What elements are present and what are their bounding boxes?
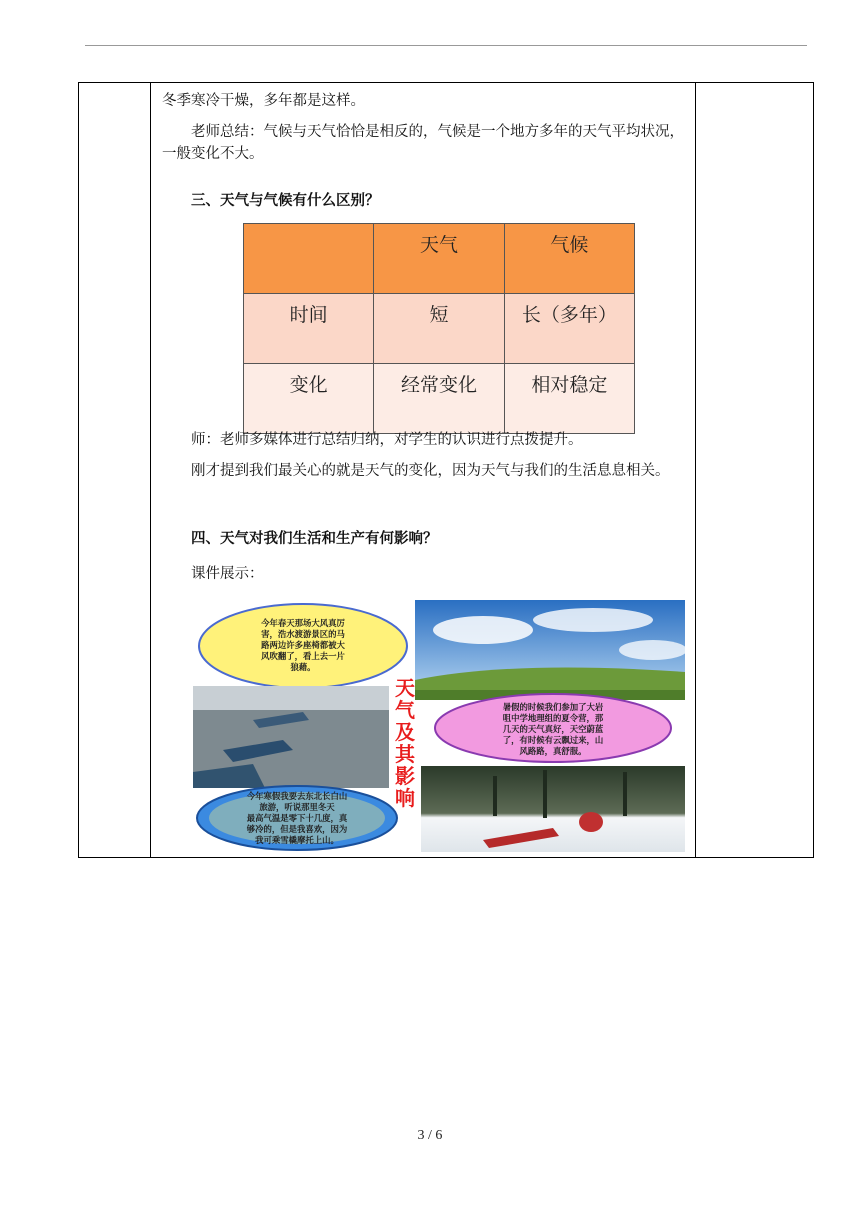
weather-impact-collage bbox=[193, 600, 685, 852]
collage-title-char: 影 bbox=[395, 764, 415, 788]
street-photo bbox=[193, 686, 389, 788]
paragraph-winter: 冬季寒冷干燥，多年都是这样。 bbox=[162, 93, 365, 109]
weather-climate-comparison-table bbox=[243, 223, 635, 434]
page-number: 3 / 6 bbox=[417, 1128, 443, 1143]
comparison-header-cell: 气候 bbox=[504, 224, 634, 294]
summer-bubble-line: 风路路，真舒服。 bbox=[519, 746, 587, 756]
comparison-cell: 经常变化 bbox=[374, 364, 504, 434]
comparison-row-change bbox=[244, 364, 635, 434]
collage-title-char: 响 bbox=[395, 786, 415, 810]
comparison-row-time bbox=[244, 294, 635, 364]
collage-title-char: 天 bbox=[395, 676, 415, 700]
table-column-divider-right bbox=[695, 83, 696, 857]
section-heading-3: 三、天气与气候有什么区别？ bbox=[191, 192, 380, 209]
comparison-cell: 短 bbox=[374, 294, 504, 364]
winter-bubble-line: 今年寒假我要去东北长白山 bbox=[246, 791, 348, 801]
wind-bubble bbox=[199, 604, 407, 688]
comparison-header-cell: 天气 bbox=[374, 224, 504, 294]
grassland-photo bbox=[415, 600, 685, 700]
collage-title-char: 气 bbox=[395, 698, 415, 722]
snow-photo bbox=[421, 766, 685, 852]
collage-title-char: 其 bbox=[395, 742, 415, 766]
lesson-content-cell bbox=[150, 82, 695, 858]
comparison-header-cell bbox=[244, 224, 374, 294]
paragraph-weather-change: 刚才提到我们最关心的就是天气的变化，因为天气与我们的生活息息相关。 bbox=[191, 463, 670, 479]
paragraph-teacher-multimedia: 师：老师多媒体进行总结归纳，对学生的认识进行点拨提升。 bbox=[191, 432, 583, 448]
comparison-cell: 长（多年） bbox=[504, 294, 634, 364]
winter-bubble-line: 最高气温是零下十几度，真 bbox=[246, 813, 348, 823]
paragraph-courseware: 课件展示： bbox=[191, 566, 264, 582]
section-heading-4: 四、天气对我们生活和生产有何影响？ bbox=[191, 530, 438, 547]
summer-camp-bubble bbox=[435, 694, 671, 762]
summer-bubble-line: 咀中学地理组的夏令营，那 bbox=[502, 713, 604, 723]
comparison-cell: 相对稳定 bbox=[504, 364, 634, 434]
wind-bubble-line: 害，浩水渡游景区的马 bbox=[261, 629, 345, 639]
header-rule bbox=[85, 45, 807, 46]
winter-bubble-line: 够冷的，但是我喜欢，因为 bbox=[246, 824, 348, 834]
winter-bubble-line: 我可乘雪橇摩托上山。 bbox=[255, 835, 339, 845]
paragraph-teacher-summary: 老师总结：气候与天气恰恰是相反的，气候是一个地方多年的天气平均状况，一般变化不大。 bbox=[162, 124, 684, 162]
summer-bubble-line: 几天的天气真好，天空蔚蓝 bbox=[502, 724, 604, 734]
comparison-cell: 时间 bbox=[244, 294, 374, 364]
summer-bubble-line: 暑假的时候我们参加了大岩 bbox=[502, 702, 604, 712]
comparison-header-row bbox=[244, 224, 635, 294]
wind-bubble-line: 风吹翻了，看上去一片 bbox=[261, 651, 345, 661]
collage-title-char: 及 bbox=[395, 720, 415, 744]
winter-bubble-line: 旅游，听说那里冬天 bbox=[259, 802, 335, 812]
collage-vertical-title bbox=[395, 676, 416, 810]
summer-bubble-line: 了，有时候有云飘过来，山 bbox=[502, 735, 604, 745]
wind-bubble-line: 狼藉。 bbox=[290, 662, 316, 672]
wind-bubble-line: 路两边许多座椅都被大 bbox=[261, 640, 345, 650]
wind-bubble-line: 今年春天那场大风真厉 bbox=[261, 618, 345, 628]
winter-travel-bubble bbox=[197, 786, 397, 850]
comparison-cell: 变化 bbox=[244, 364, 374, 434]
